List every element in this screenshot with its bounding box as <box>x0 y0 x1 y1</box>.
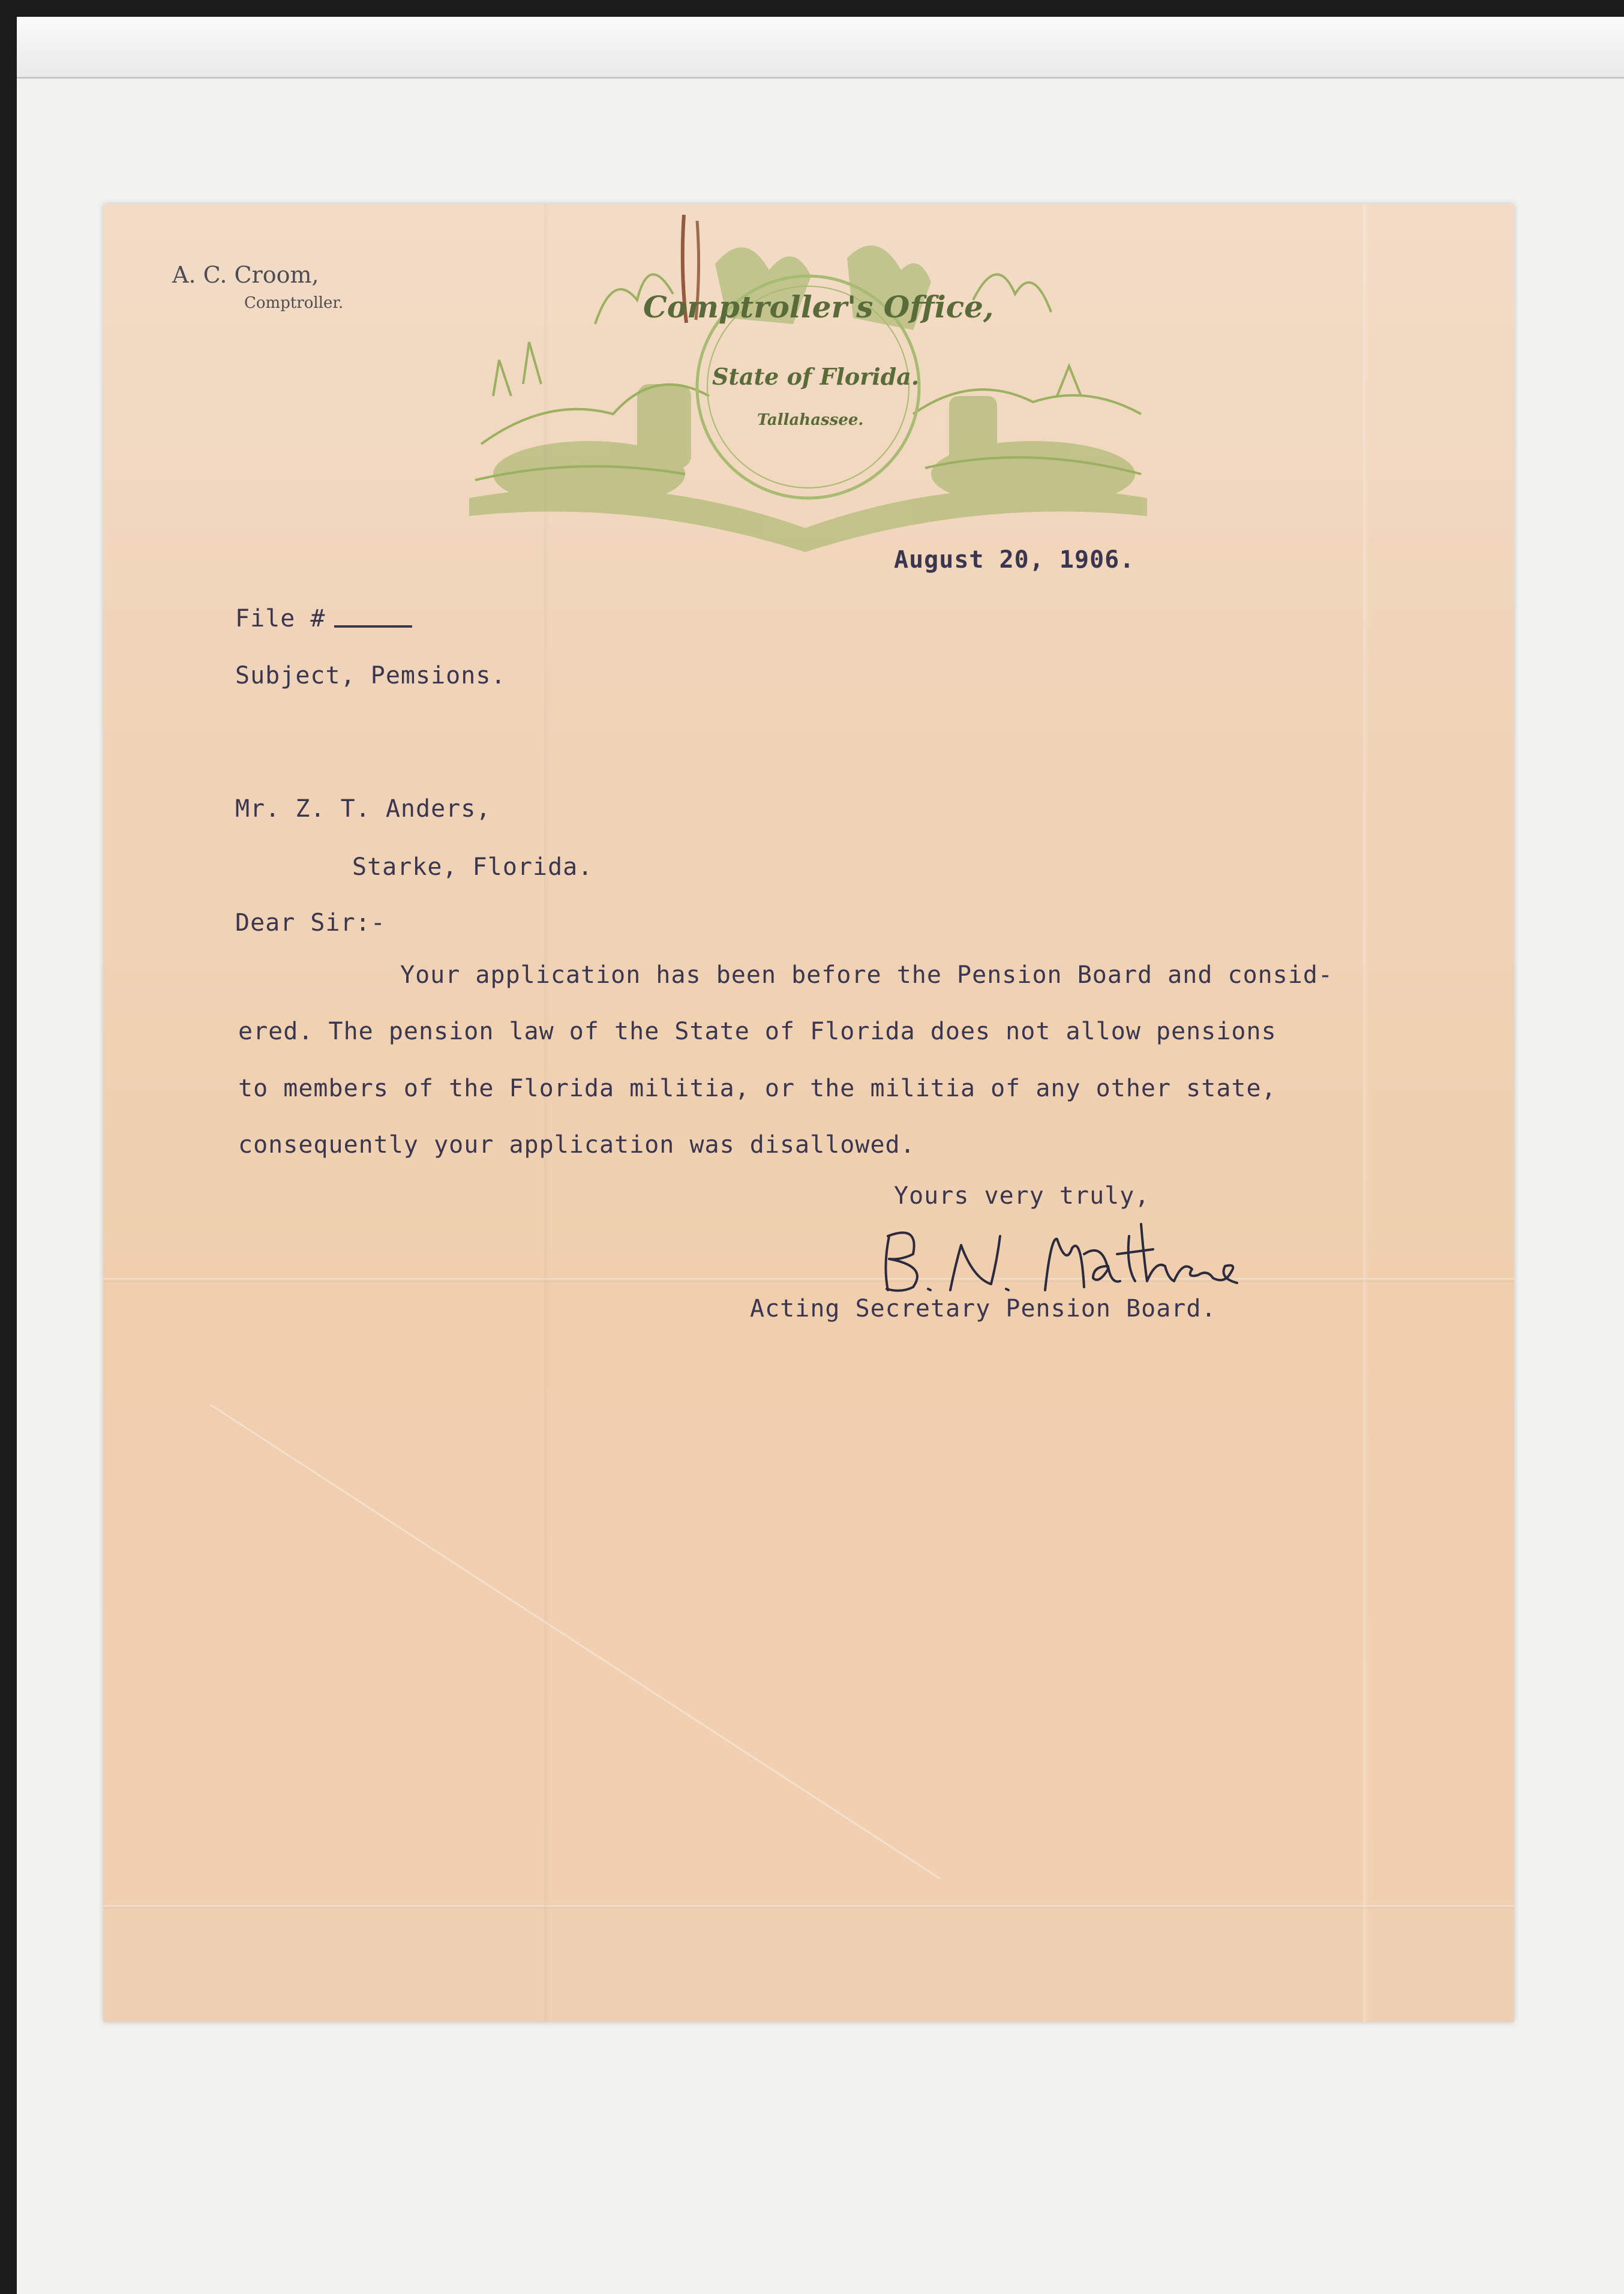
fold-line <box>103 1905 1514 1909</box>
file-label: File # <box>235 605 326 632</box>
body-line: to members of the Florida militia, or the militia of any other state, <box>238 1075 1277 1102</box>
salutation: Dear Sir:- <box>235 909 386 937</box>
fold-line <box>103 1278 1514 1282</box>
diagonal-crease <box>210 1404 941 1879</box>
city-name: Tallahassee. <box>757 411 864 429</box>
recipient-city: Starke, Florida. <box>352 853 593 881</box>
comptroller-title: Comptroller. <box>244 294 344 312</box>
letter-sheet <box>103 204 1514 2022</box>
comptroller-name: A. C. Croom, <box>172 262 319 288</box>
letter-date: August 20, 1906. <box>894 546 1135 574</box>
state-name: State of Florida. <box>712 363 920 390</box>
file-number-line <box>235 605 412 632</box>
file-blank <box>334 625 412 628</box>
handwritten-signature <box>871 1212 1267 1302</box>
body-line: Your application has been before the Pension Board and consid- <box>400 961 1334 989</box>
signer-title: Acting Secretary Pension Board. <box>750 1295 1217 1323</box>
scanner-edge-left <box>0 0 17 2294</box>
subject-line: Subject, Pemsions. <box>235 662 506 689</box>
body-line: ered. The pension law of the State of Florida does not allow pensions <box>238 1018 1277 1045</box>
recipient-name: Mr. Z. T. Anders, <box>235 795 491 823</box>
body-line: consequently your application was disallowed. <box>238 1131 915 1159</box>
complimentary-close: Yours very truly, <box>894 1182 1150 1210</box>
scanner-edge-top <box>0 0 1624 17</box>
scanner-backing-strip <box>17 17 1624 79</box>
office-title: Comptroller's Office, <box>643 289 994 325</box>
